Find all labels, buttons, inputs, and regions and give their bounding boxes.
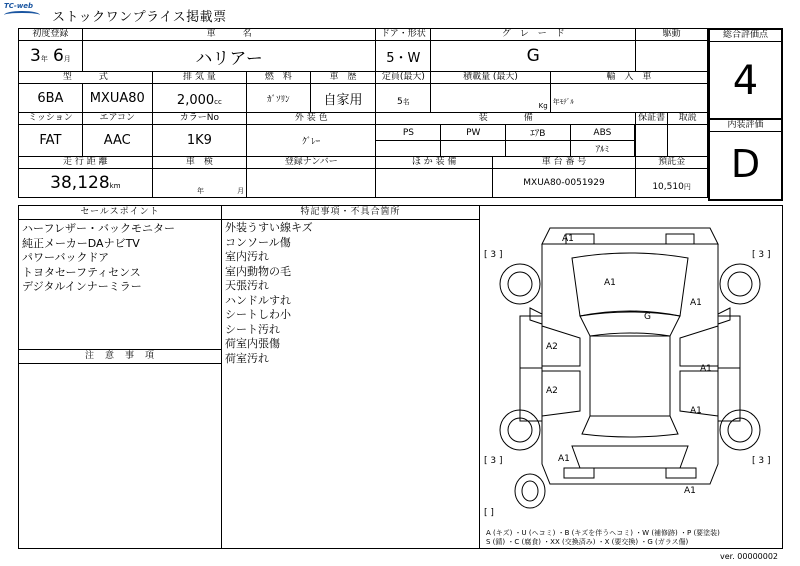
wheel-rear-right	[728, 418, 752, 442]
list-item: ハンドルすれ	[225, 293, 291, 307]
list-item: 純正メーカーDAナビTV	[22, 236, 140, 250]
damage-mark: A2	[546, 386, 558, 396]
equipment-cell	[376, 125, 636, 157]
remarks-list	[222, 220, 479, 366]
equipment-grid	[376, 125, 635, 156]
legend-line-1: A (キズ) ・U (ヘコミ) ・B (キズを伴うヘコミ) ・W (補修跡) ・P (要塗装)	[486, 529, 720, 537]
import-value	[550, 84, 707, 113]
inspection-month-unit: 月	[237, 187, 245, 195]
aircon-label: エアコン	[82, 113, 152, 125]
car-body-diagram	[480, 206, 782, 548]
damage-mark: A1	[604, 278, 616, 288]
year-unit: 年	[40, 55, 48, 63]
capacity-label: 定員(最大)	[376, 72, 431, 84]
damage-mark: A2	[546, 342, 558, 352]
sales-points-panel	[18, 205, 222, 350]
fuel-value: ｶﾞｿﾘﾝ	[247, 84, 311, 113]
mileage-unit: km	[109, 182, 121, 190]
inspection-label: 車 検	[152, 157, 246, 169]
first-reg-year: 3	[30, 46, 41, 66]
body-outline	[542, 244, 718, 484]
load-unit: Kg	[538, 102, 548, 110]
import-label: 輸 入 車	[550, 72, 707, 84]
equip-airbag: ｴｱB	[506, 125, 571, 141]
damage-mark: A1	[562, 234, 574, 244]
history-label: 車 歴	[310, 72, 376, 84]
damage-diagram-panel	[479, 205, 783, 549]
front-lamp-right	[666, 234, 694, 244]
price-number: 10,510	[652, 181, 684, 192]
price-unit: 円	[683, 182, 691, 191]
door-shape-label: ドア・形状	[376, 29, 431, 41]
list-item: デジタルインナーミラー	[22, 280, 142, 293]
model-label: 型 式	[19, 72, 153, 84]
list-item: 外装うすい線キズ	[225, 221, 313, 234]
rear-lamp-right	[666, 468, 696, 478]
equip-slot-6	[441, 141, 506, 157]
legend-line-2: S (錆) ・C (腐食) ・XX (交換済み) ・X (要交換) ・G (ガラス傷)	[486, 538, 689, 546]
right-front-window	[680, 326, 718, 366]
load-label: 積載量 (最大)	[431, 72, 550, 84]
drive-value	[636, 41, 708, 72]
damage-mark: A1	[690, 298, 702, 308]
notes-panel	[18, 349, 222, 549]
grade-value: G	[431, 41, 636, 72]
list-item: コンソール傷	[225, 235, 291, 249]
rear-hatch-outline	[572, 446, 688, 468]
logo-text: TC-web	[4, 2, 34, 10]
roof-outline	[590, 336, 670, 416]
plate-label: 登録ナンバー	[247, 157, 376, 169]
list-item: ハーフレザー・バックモニター	[22, 222, 176, 235]
list-item: トヨタセーフティセンス	[22, 265, 141, 279]
tire-front-right	[720, 264, 760, 304]
page-title: ストックワンプライス掲載票	[52, 10, 227, 25]
damage-mark: A1	[700, 364, 712, 374]
list-item: シート汚れ	[225, 322, 280, 336]
total-score-value: 4	[710, 42, 781, 120]
first-reg-value	[19, 41, 83, 72]
chassis-no-label: 車 台 番 号	[492, 157, 635, 169]
bracket-rear-right: [ 3 ]	[752, 456, 771, 466]
right-front-door	[718, 316, 740, 368]
car-name-value: ハリアー	[82, 41, 376, 72]
inspection-value	[152, 169, 246, 198]
spare-tire	[515, 474, 545, 508]
sales-points-list	[19, 220, 221, 295]
aircon-value: AAC	[82, 125, 152, 157]
tire-front-left	[500, 264, 540, 304]
fuel-label: 燃 料	[247, 72, 311, 84]
inspection-year-unit: 年	[197, 187, 205, 195]
displacement-label: 排 気 量	[152, 72, 246, 84]
rear-lamp-left	[564, 468, 594, 478]
equip-abs: ABS	[570, 125, 635, 141]
equip-ps: PS	[376, 125, 441, 141]
bracket-rear-left: [ 3 ]	[484, 456, 503, 466]
equip-alloy: ｱﾙﾐ	[570, 141, 635, 157]
equip-slot-7	[506, 141, 571, 157]
total-score-label: 総合評価点	[710, 30, 781, 42]
bracket-front-right: [ 3 ]	[752, 250, 771, 260]
price-label: 預託金	[636, 157, 708, 169]
equipment-label: 装 備	[376, 113, 636, 125]
warranty-label: 保証書	[636, 113, 668, 125]
history-value: 自家用	[310, 84, 376, 113]
chassis-no-value: MXUA80-0051929	[492, 169, 635, 198]
bracket-front-left: [ 3 ]	[484, 250, 503, 260]
windshield-outline	[580, 311, 680, 336]
displacement-number: 2,000	[176, 92, 215, 108]
exterior-color-value: ｸﾞﾚｰ	[247, 125, 376, 157]
month-unit: 月	[63, 55, 71, 63]
color-no-value: 1K9	[152, 125, 246, 157]
logo-swoosh-icon	[4, 11, 40, 19]
import-note: 年ﾓﾃﾞﾙ	[552, 97, 574, 106]
first-reg-month: 6	[52, 46, 64, 66]
list-item: 荷室汚れ	[225, 351, 269, 365]
remarks-panel	[221, 205, 480, 549]
mileage-number: 38,128	[50, 173, 110, 193]
price-value	[636, 169, 708, 198]
list-item: シートしわ小	[225, 308, 291, 321]
drive-label: 駆動	[636, 29, 708, 41]
displacement-unit: cc	[214, 97, 222, 106]
car-name-label: 車 名	[82, 29, 376, 41]
other-equipment-value	[376, 169, 493, 198]
version-label: ver. 00000002	[720, 552, 779, 561]
rear-window-outline	[582, 416, 678, 437]
damage-mark: A1	[684, 486, 696, 496]
bracket-spare: [ ]	[484, 508, 494, 518]
vehicle-info-table	[18, 28, 708, 198]
plate-value	[247, 169, 376, 198]
damage-mark: A1	[558, 454, 570, 464]
sales-points-title: セールスポイント	[19, 206, 221, 220]
interior-score-label: 内装評価	[710, 120, 781, 132]
model-prefix: 6BA	[19, 84, 83, 113]
left-front-door	[520, 316, 542, 368]
load-value	[431, 84, 550, 113]
interior-score-value: D	[730, 142, 761, 186]
notes-title: 注 意 事 項	[19, 350, 221, 364]
wheel-rear-left	[508, 418, 532, 442]
mileage-value	[19, 169, 153, 198]
tcweb-logo	[4, 2, 44, 24]
hood-outline	[572, 253, 688, 316]
damage-mark: A1	[690, 406, 702, 416]
mileage-label: 走 行 距 離	[19, 157, 153, 169]
list-item: パワーバックドア	[22, 251, 110, 264]
capacity-value	[376, 84, 431, 113]
damage-mark: G	[644, 312, 651, 322]
list-item: 室内動物の毛	[225, 264, 291, 278]
mission-value: FAT	[19, 125, 83, 157]
score-column	[708, 28, 783, 201]
first-reg-label: 初度登録	[19, 29, 83, 41]
exterior-color-label: 外 装 色	[247, 113, 376, 125]
remarks-title: 特記事項・不具合箇所	[222, 206, 479, 220]
list-item: 室内汚れ	[225, 250, 269, 263]
grade-label: グ レ ー ド	[431, 29, 636, 41]
equip-pw: PW	[441, 125, 506, 141]
color-no-label: カラーNo	[152, 113, 246, 125]
capacity-unit: 名	[402, 97, 410, 106]
model-code: MXUA80	[82, 84, 152, 113]
warranty-value	[636, 125, 668, 157]
manual-value	[668, 125, 708, 157]
list-item: 天張汚れ	[225, 279, 269, 292]
mission-label: ミッション	[19, 113, 83, 125]
door-shape-value: 5・W	[376, 41, 431, 72]
other-equipment-label: ほ か 装 備	[376, 157, 493, 169]
spare-wheel	[522, 481, 538, 501]
equip-slot-5	[376, 141, 441, 157]
wheel-front-left	[508, 272, 532, 296]
wheel-front-right	[728, 272, 752, 296]
list-item: 荷室内張傷	[225, 337, 280, 350]
manual-label: 取説	[668, 113, 708, 125]
displacement-value	[152, 84, 246, 113]
capacity-number: 5	[396, 96, 403, 107]
page-header	[0, 0, 800, 28]
